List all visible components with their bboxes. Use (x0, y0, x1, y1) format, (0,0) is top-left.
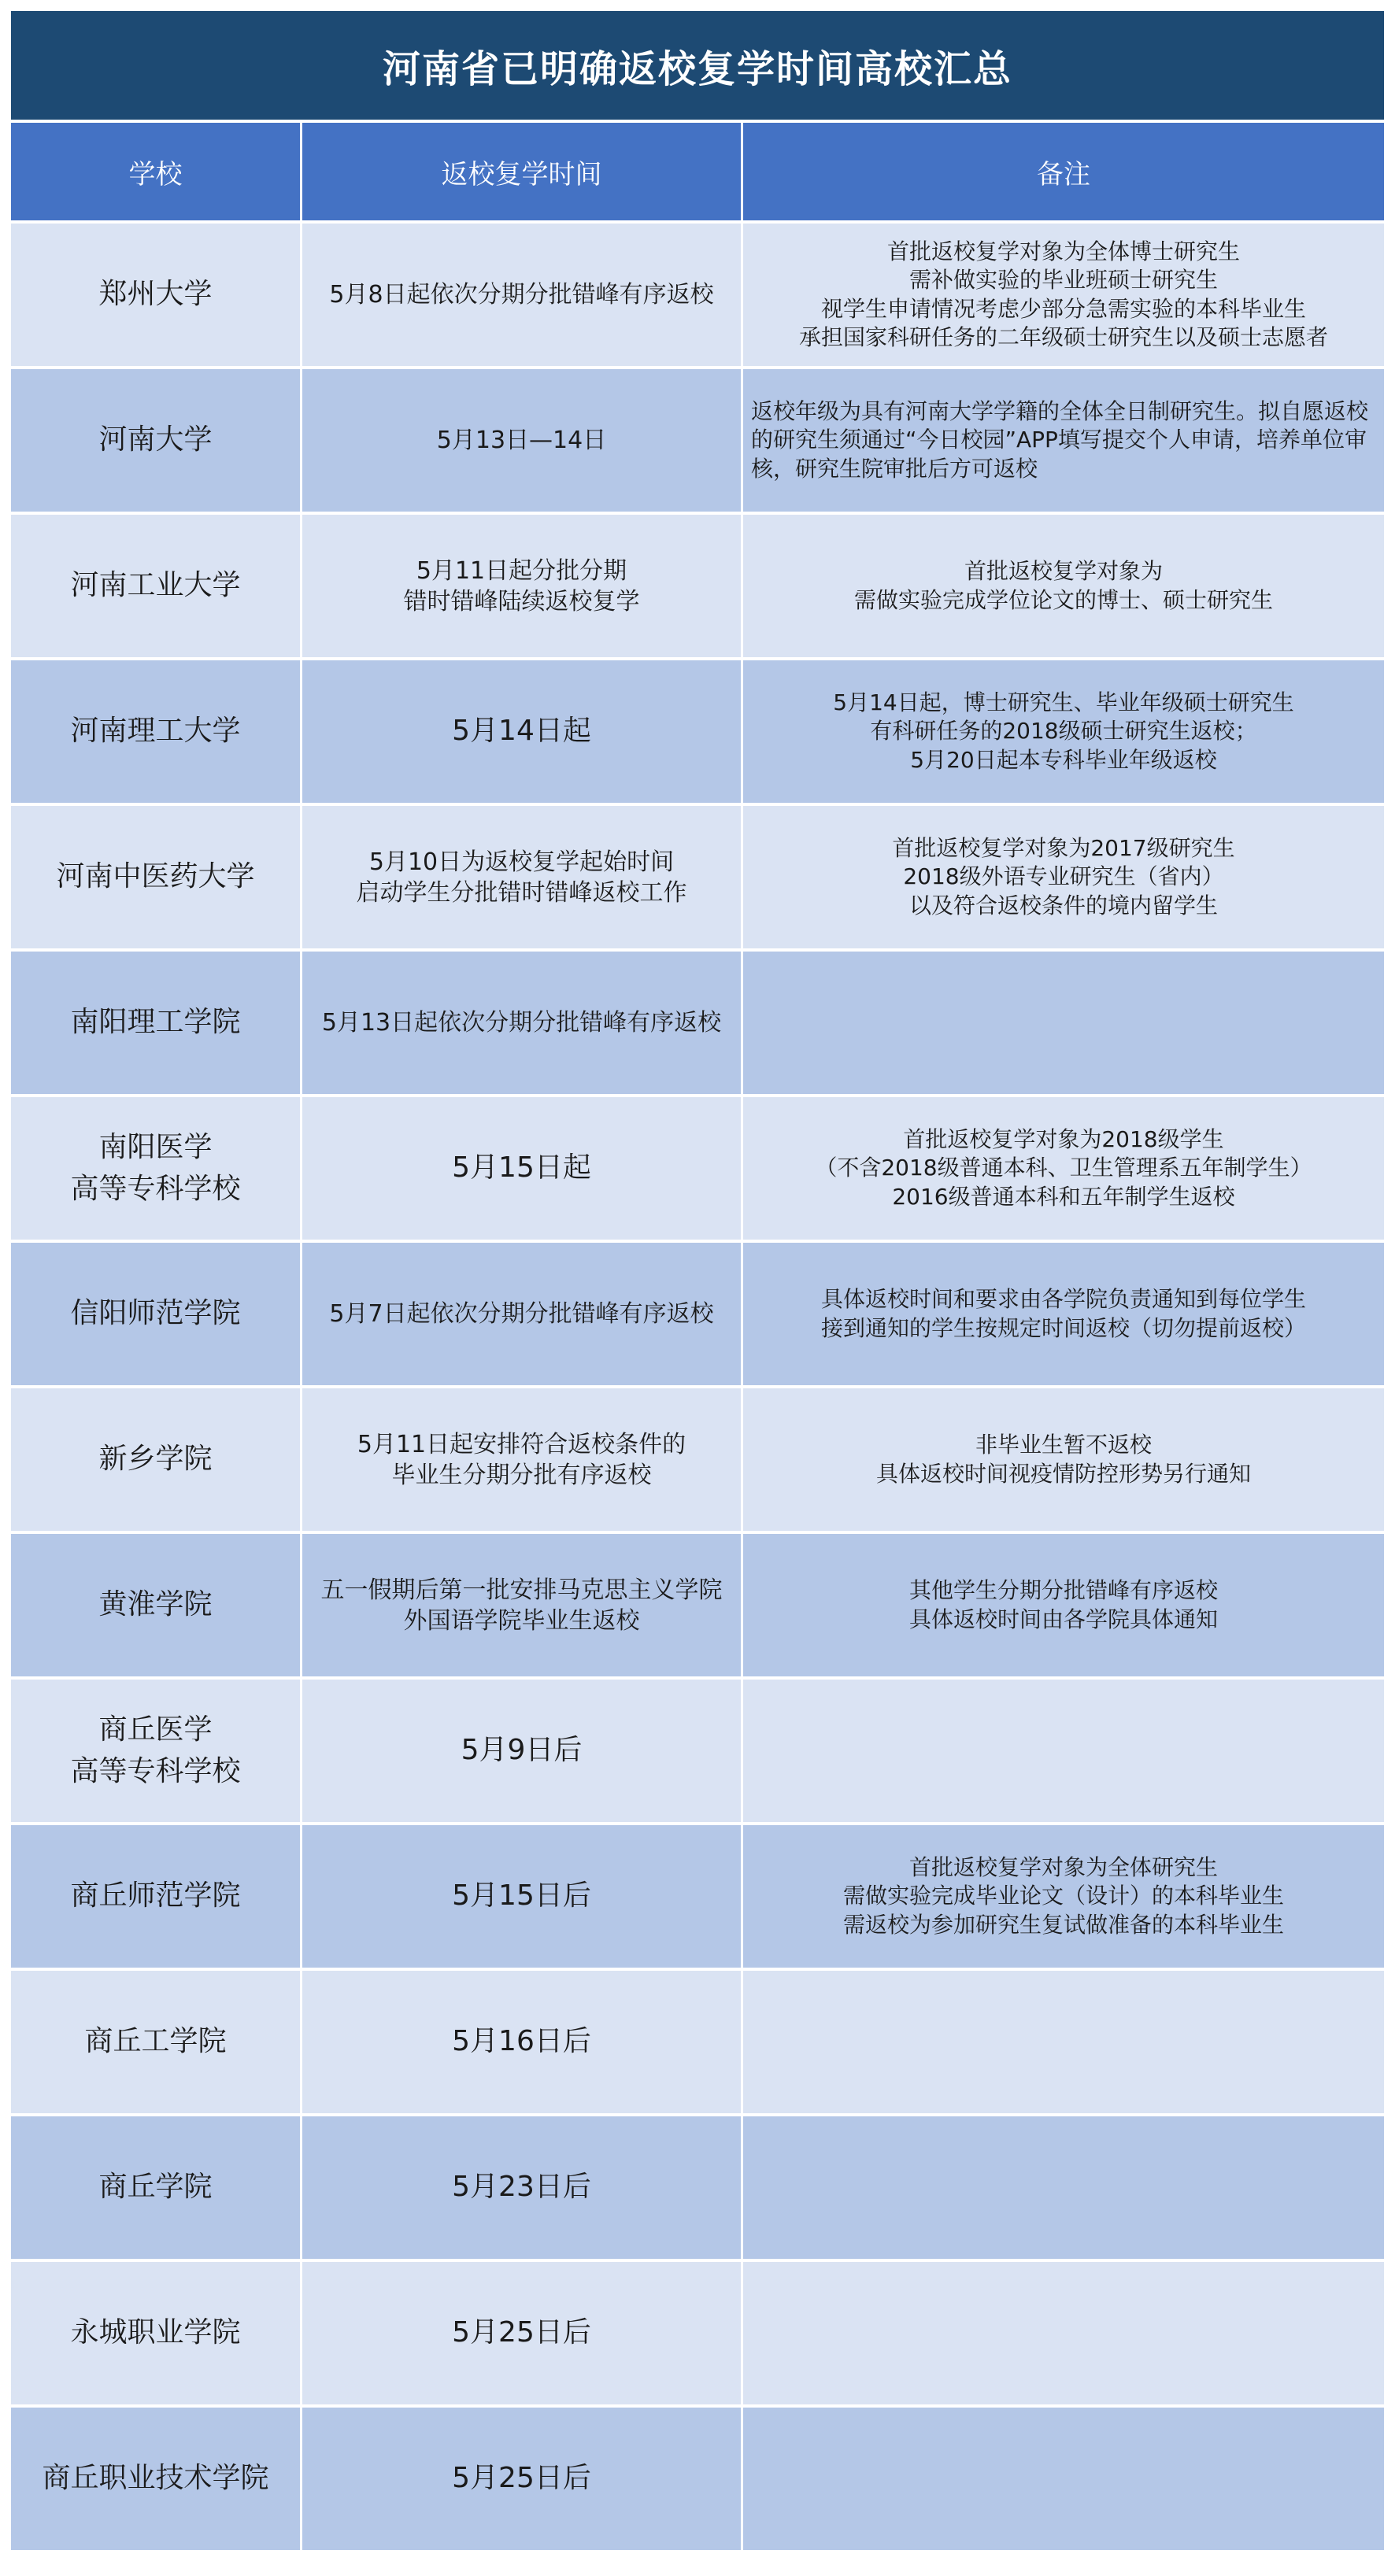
header-row (11, 123, 1384, 224)
table-row (11, 369, 1384, 515)
time-cell (302, 1097, 743, 1243)
note-cell (743, 2262, 1384, 2408)
note-cell (743, 1388, 1384, 1534)
time-cell-line: 5月16日后 (452, 2025, 591, 2058)
school-cell (11, 952, 302, 1097)
school-cell (11, 369, 302, 515)
schools-table (11, 123, 1384, 2553)
time-cell-line: 5月23日后 (452, 2171, 591, 2204)
time-cell (302, 1971, 743, 2116)
note-cell-line: 首批返校复学对象为2017级研究生 (892, 834, 1235, 861)
time-cell (302, 515, 743, 660)
time-cell-line: 错时错峰陆续返校复学 (403, 587, 640, 615)
table-body (11, 224, 1384, 2553)
note-cell (743, 1971, 1384, 2116)
note-cell (743, 952, 1384, 1097)
time-cell-line: 5月15日起 (452, 1151, 591, 1185)
table-row (11, 1097, 1384, 1243)
time-cell-line: 五一假期后第一批安排马克思主义学院 (320, 1576, 723, 1604)
school-cell (11, 224, 302, 369)
school-cell (11, 2262, 302, 2408)
note-cell-line: 具体返校时间由各学院具体通知 (908, 1606, 1218, 1632)
time-cell-line: 5月11日起分批分期 (416, 556, 627, 585)
note-cell-line: 2018级外语专业研究生（省内） (903, 863, 1224, 890)
school-cell-line: 河南工业大学 (70, 569, 241, 602)
time-cell-line: 5月9日后 (461, 1734, 583, 1767)
note-cell (743, 1243, 1384, 1388)
time-cell (302, 2408, 743, 2553)
time-cell-line: 启动学生分批错时错峰返校工作 (356, 878, 687, 907)
school-cell (11, 1243, 302, 1388)
school-cell-line: 南阳医学 (98, 1131, 213, 1164)
time-cell (302, 1825, 743, 1971)
table-row (11, 515, 1384, 660)
note-cell (743, 1534, 1384, 1680)
time-cell-line: 5月25日后 (452, 2462, 591, 2495)
table-row (11, 1680, 1384, 1825)
note-cell-line: 5月14日起，博士研究生、毕业年级硕士研究生 (833, 689, 1294, 715)
time-cell (302, 1680, 743, 1825)
note-cell (743, 806, 1384, 952)
note-cell-line: 需补做实验的毕业班硕士研究生 (908, 267, 1218, 294)
note-cell-line: 首批返校复学对象为全体博士研究生 (886, 238, 1240, 264)
note-cell (743, 1680, 1384, 1825)
school-cell-line: 郑州大学 (98, 278, 213, 311)
time-cell-line: 5月25日后 (452, 2316, 591, 2349)
time-cell-line: 5月10日为返校复学起始时间 (368, 848, 675, 876)
school-cell-line: 信阳师范学院 (70, 1297, 241, 1330)
note-cell-line: 以及符合返校条件的境内留学生 (908, 892, 1218, 918)
school-cell (11, 660, 302, 806)
note-cell-line: 首批返校复学对象为2018级学生 (903, 1125, 1224, 1152)
school-cell-line: 高等专科学校 (70, 1172, 241, 1205)
time-cell (302, 1243, 743, 1388)
school-cell-line: 高等专科学校 (70, 1754, 241, 1787)
header-note: 备注 (743, 123, 1384, 224)
table-row (11, 1534, 1384, 1680)
header-school: 学校 (11, 123, 302, 224)
time-cell-line: 5月13日—14日 (436, 427, 607, 454)
note-cell-line: 5月20日起本专科毕业年级返校 (910, 746, 1217, 773)
time-cell (302, 806, 743, 952)
table-row (11, 2408, 1384, 2553)
note-cell-line: 需返校为参加研究生复试做准备的本科毕业生 (842, 1911, 1284, 1938)
school-cell (11, 2116, 302, 2262)
school-cell-line: 商丘师范学院 (70, 1879, 241, 1913)
note-cell (743, 660, 1384, 806)
school-cell-line: 南阳理工学院 (70, 1006, 241, 1039)
note-cell-line: 需做实验完成毕业论文（设计）的本科毕业生 (842, 1883, 1284, 1909)
table-row (11, 1388, 1384, 1534)
time-cell (302, 1388, 743, 1534)
time-cell-line: 5月7日起依次分期分批错峰有序返校 (329, 1300, 714, 1328)
note-cell-line: 需做实验完成学位论文的博士、硕士研究生 (853, 586, 1273, 613)
table-title: 河南省已明确返校复学时间高校汇总 (11, 11, 1384, 120)
school-cell (11, 806, 302, 952)
note-cell (743, 2116, 1384, 2262)
note-cell (743, 1825, 1384, 1971)
table-row (11, 806, 1384, 952)
note-cell-line: 返校年级为具有河南大学学籍的全体全日制研究生。拟自愿返校的研究生须通过“今日校园”APP填写提交个人申请，培养单位审核，研究生院审批后方可返校 (751, 397, 1369, 482)
school-cell-line: 河南大学 (98, 423, 213, 456)
school-cell-line: 黄淮学院 (98, 1588, 213, 1621)
table-row (11, 1971, 1384, 2116)
time-cell (302, 1534, 743, 1680)
time-cell-line: 外国语学院毕业生返校 (403, 1606, 640, 1635)
note-cell (743, 224, 1384, 369)
school-cell-line: 河南理工大学 (70, 715, 241, 748)
note-cell-line: 承担国家科研任务的二年级硕士研究生以及硕士志愿者 (798, 323, 1328, 350)
note-cell-line: 首批返校复学对象为 (964, 558, 1163, 585)
time-cell-line: 5月11日起安排符合返校条件的 (357, 1430, 686, 1458)
time-cell (302, 952, 743, 1097)
table-row (11, 224, 1384, 369)
school-cell (11, 2408, 302, 2553)
time-cell (302, 2116, 743, 2262)
note-cell (743, 369, 1384, 515)
note-cell-line: 非毕业生暂不返校 (975, 1432, 1152, 1458)
note-cell (743, 1097, 1384, 1243)
summary-sheet (11, 11, 1384, 2553)
header-time: 返校复学时间 (302, 123, 743, 224)
school-cell (11, 1534, 302, 1680)
school-cell-line: 商丘工学院 (84, 2025, 227, 2058)
note-cell (743, 2408, 1384, 2553)
school-cell-line: 商丘医学 (98, 1713, 213, 1746)
note-cell-line: 具体返校时间和要求由各学院负责通知到每位学生 (820, 1286, 1306, 1313)
time-cell-line: 5月8日起依次分期分批错峰有序返校 (329, 281, 714, 309)
school-cell (11, 1097, 302, 1243)
school-cell (11, 1388, 302, 1534)
school-cell (11, 1971, 302, 2116)
time-cell (302, 224, 743, 369)
school-cell-line: 商丘学院 (98, 2171, 213, 2204)
time-cell-line: 5月14日起 (452, 715, 591, 748)
school-cell (11, 1680, 302, 1825)
note-cell-line: （不含2018级普通本科、卫生管理系五年制学生） (815, 1155, 1312, 1181)
note-cell-line: 有科研任务的2018级硕士研究生返校； (870, 718, 1257, 745)
note-cell-line: 具体返校时间视疫情防控形势另行通知 (875, 1460, 1251, 1487)
table-row (11, 1825, 1384, 1971)
note-cell-line: 其他学生分期分批错峰有序返校 (908, 1577, 1218, 1604)
table-row (11, 952, 1384, 1097)
time-cell-line: 5月13日起依次分期分批错峰有序返校 (321, 1009, 722, 1037)
school-cell (11, 515, 302, 660)
time-cell-line: 5月15日后 (452, 1879, 591, 1913)
time-cell-line: 毕业生分期分批有序返校 (391, 1461, 652, 1489)
table-row (11, 2262, 1384, 2408)
table-row (11, 660, 1384, 806)
time-cell (302, 660, 743, 806)
school-cell-line: 商丘职业技术学院 (42, 2462, 269, 2495)
note-cell-line: 视学生申请情况考虑少部分急需实验的本科毕业生 (820, 295, 1306, 322)
table-row (11, 1243, 1384, 1388)
note-cell-line: 2016级普通本科和五年制学生返校 (892, 1183, 1235, 1210)
table-row (11, 2116, 1384, 2262)
time-cell (302, 369, 743, 515)
school-cell-line: 新乡学院 (98, 1443, 213, 1476)
time-cell (302, 2262, 743, 2408)
note-cell-line: 接到通知的学生按规定时间返校（切勿提前返校） (820, 1314, 1306, 1341)
note-cell-line: 首批返校复学对象为全体研究生 (908, 1853, 1218, 1880)
note-cell (743, 515, 1384, 660)
school-cell-line: 永城职业学院 (70, 2316, 241, 2349)
school-cell (11, 1825, 302, 1971)
school-cell-line: 河南中医药大学 (56, 860, 255, 893)
